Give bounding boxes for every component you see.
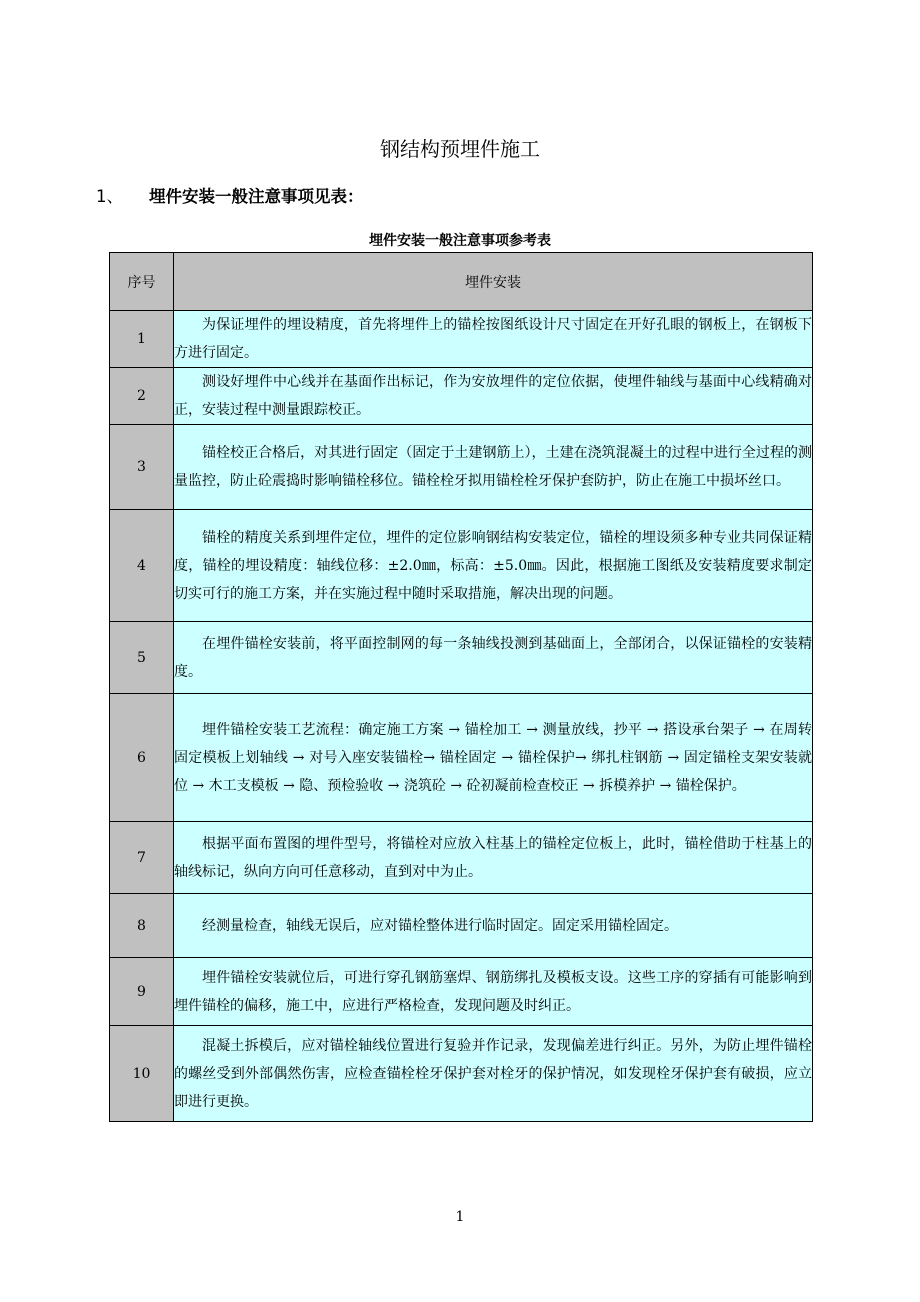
table-row <box>110 622 813 694</box>
table-row <box>110 822 813 894</box>
precautions-table <box>109 252 813 1122</box>
row-number: 4 <box>110 510 174 622</box>
row-number: 9 <box>110 958 174 1026</box>
section-heading-text: 埋件安装一般注意事项见表： <box>149 187 364 206</box>
table-row <box>110 894 813 958</box>
row-text: 根据平面布置图的埋件型号，将锚栓对应放入柱基上的锚栓定位板上，此时，锚栓借助于柱基上的轴线标记，纵向方向可任意移动，直到对中为止。 <box>174 822 813 894</box>
header-installation: 埋件安装 <box>174 253 813 311</box>
row-number: 6 <box>110 694 174 822</box>
row-number: 5 <box>110 622 174 694</box>
row-text: 埋件锚栓安装工艺流程：确定施工方案 → 锚栓加工 → 测量放线，抄平 → 搭设承台架子 → 在周转固定模板上划轴线 → 对号入座安装锚栓→ 锚栓固定 → 锚栓保护→ 绑扎柱钢筋 → 固定锚栓支架安装就位 → 木工支模板 → 隐、预检验收 → 浇筑砼 → 砼初凝前检查校正 → 拆模养护 → 锚栓保护。 <box>174 694 813 822</box>
row-number: 1 <box>110 311 174 368</box>
row-text: 经测量检查，轴线无误后，应对锚栓整体进行临时固定。固定采用锚栓固定。 <box>174 894 813 958</box>
row-number: 2 <box>110 368 174 425</box>
table-row <box>110 958 813 1026</box>
row-number: 3 <box>110 425 174 510</box>
table-row <box>110 510 813 622</box>
row-text: 锚栓校正合格后，对其进行固定（固定于土建钢筋上），土建在浇筑混凝土的过程中进行全过程的测量监控，防止砼震捣时影响锚栓移位。锚栓栓牙拟用锚栓栓牙保护套防护，防止在施工中损坏丝口。 <box>174 425 813 510</box>
row-text: 锚栓的精度关系到埋件定位，埋件的定位影响钢结构安装定位，锚栓的埋设须多种专业共同保证精度，锚栓的埋设精度：轴线位移：±2.0㎜，标高：±5.0㎜。因此，根据施工图纸及安装精度要求制定切实可行的施工方案，并在实施过程中随时采取措施，解决出现的问题。 <box>174 510 813 622</box>
header-serial-number: 序号 <box>110 253 174 311</box>
table-row <box>110 311 813 368</box>
row-number: 8 <box>110 894 174 958</box>
table-row <box>110 368 813 425</box>
table-row <box>110 1026 813 1122</box>
table-header-row <box>110 253 813 311</box>
document-title: 钢结构预埋件施工 <box>380 137 540 161</box>
row-text: 在埋件锚栓安装前，将平面控制网的每一条轴线投测到基础面上，全部闭合，以保证锚栓的安装精度。 <box>174 622 813 694</box>
row-text: 为保证埋件的埋设精度，首先将埋件上的锚栓按图纸设计尺寸固定在开好孔眼的钢板上，在钢板下方进行固定。 <box>174 311 813 368</box>
section-number: 1、 <box>96 187 123 206</box>
row-text: 混凝土拆模后，应对锚栓轴线位置进行复验并作记录，发现偏差进行纠正。另外，为防止埋件锚栓的螺丝受到外部偶然伤害，应检查锚栓栓牙保护套对栓牙的保护情况，如发现栓牙保护套有破损，应立即进行更换。 <box>174 1026 813 1122</box>
section-heading <box>96 183 364 207</box>
row-number: 7 <box>110 822 174 894</box>
table-row <box>110 425 813 510</box>
table-row <box>110 694 813 822</box>
row-number: 10 <box>110 1026 174 1122</box>
table-caption: 埋件安装一般注意事项参考表 <box>369 233 551 249</box>
row-text: 测设好埋件中心线并在基面作出标记，作为安放埋件的定位依据，使埋件轴线与基面中心线精确对正，安装过程中测量跟踪校正。 <box>174 368 813 425</box>
row-text: 埋件锚栓安装就位后，可进行穿孔钢筋塞焊、钢筋绑扎及模板支设。这些工序的穿插有可能影响到埋件锚栓的偏移，施工中，应进行严格检查，发现问题及时纠正。 <box>174 958 813 1026</box>
page-number: 1 <box>455 1209 465 1225</box>
